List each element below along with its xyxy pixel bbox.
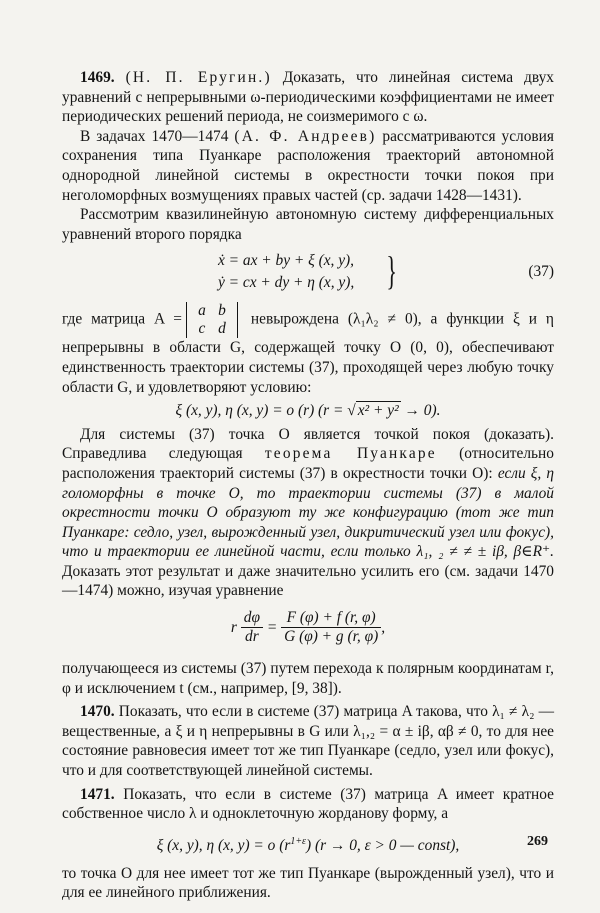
condition-formula (62, 401, 554, 421)
system-37-lines (218, 250, 354, 294)
matrix-cell-d: d (218, 320, 226, 338)
condition-1471-formula (62, 832, 554, 856)
condition-1471-tail: ) (r → 0, ε > 0 — const), (306, 836, 460, 854)
system-37 (62, 250, 554, 300)
consider-paragraph: Рассмотрим квазилинейную автономную систему дифференциальных уравнений второго порядка (62, 206, 554, 243)
intro-text: рассматриваются условия сохранения типа Пуанкаре расположения траекторий автономной однородной линейной системы в окрестности точки покоя при неголоморфных возмущениях правых частей (ср. задачи 1428—1431). (62, 127, 554, 204)
equals-sign: = (266, 618, 278, 636)
theorem-lead: Для системы (37) точка O является точкой покоя (доказать). Справедлива следующая (62, 425, 554, 463)
problem-1470-text: Показать, что если в системе (37) матрица A такова, что λ₁ ≠ λ₂ — вещественные, а ξ и η непрерывны в G или λ₁,₂ = α ± iβ, αβ ≠ 0, то для нее состояние равновесия имеет тот же тип Пуанкаре (седло, узел или фокус), что и для соответствующей линейной системы. (62, 703, 554, 780)
system-37-line-2: ẏ = cx + dy + η (x, y), (218, 274, 355, 292)
problem-1471-number: 1471. (80, 785, 115, 803)
polar-left-fraction (241, 609, 263, 646)
polar-left-numerator: dφ (241, 609, 263, 628)
sqrt-icon: √ (347, 402, 356, 420)
condition-1471-exponent: 1+ε (290, 835, 307, 847)
derived-paragraph: получающееся из системы (37) путем перехода к полярным координатам r, φ и исключением t (см., например, [9, 38]). (62, 660, 554, 697)
matrix-cell-a: a (198, 302, 206, 320)
condition-radicand: x² + y² (357, 402, 399, 420)
right-brace-icon: } (386, 248, 397, 294)
conclusion-1471: то точка O для нее имеет тот же тип Пуанкаре (вырожденный узел), что и для ее линейного приближения. (62, 864, 554, 902)
problem-1469-text: Доказать, что линейная система двух уравнений с непрерывными ω-периодическими коэффициентами не имеет периодических решений периода, не соизмеримого с ω. (62, 69, 554, 126)
problem-1469 (62, 68, 554, 127)
matrix-cell-b: b (218, 302, 226, 320)
equation-number: (37) (528, 263, 554, 281)
theorem-tail: Доказать этот результат и даже значительно усилить его (см. задачи 1470—1474) можно, изучая уравнение (62, 562, 554, 600)
problem-1469-author: (Н. П. Еругин.) (125, 69, 272, 86)
intro-paragraph (62, 127, 554, 205)
intro-lead: В задачах 1470—1474 (80, 127, 235, 145)
matrix-after: невырождена (λ₁λ₂ ≠ 0), а функции ξ и η непрерывны в области G, содержащей точку O (0, 0), обеспечивают единственность траектории системы (37), проходящей через любую точку области G, и удовлетворяют условию: (62, 310, 554, 396)
intro-author: (А. Ф. Андреев) (234, 127, 377, 145)
polar-equation (62, 609, 554, 653)
polar-right-numerator: F (φ) + f (r, φ) (281, 609, 381, 628)
problem-1471-text: Показать, что если в системе (37) матрица A имеет кратное собственное число λ и одноклеточную жорданову форму, а (62, 785, 554, 823)
theorem-statement: если ξ, η голоморфны в точке O, то траектории системы (37) в малой окрестности точки O образуют ту же конфигурацию (тот же тип Пуанкаре: седло, узел, вырожденный узел, дикритический узел или фокус), что и траектории ее линейной части, если только λ₁, ₂ ≠ ≠ ± iβ, β∈R⁺. (62, 464, 554, 561)
condition-1471-main: ξ (x, y), η (x, y) = o (r (156, 836, 291, 854)
polar-end: , (381, 618, 386, 636)
page-number: 269 (527, 834, 548, 849)
problem-1469-number: 1469. (80, 69, 115, 86)
matrix-cell-c: c (198, 320, 206, 338)
system-37-line-1: ẋ = ax + by + ξ (x, y), (218, 252, 355, 270)
condition-tail: → 0). (400, 402, 441, 420)
problem-1471 (62, 785, 554, 824)
polar-lhs: r (230, 618, 237, 636)
problem-1470 (62, 702, 554, 780)
condition-main: ξ (x, y), η (x, y) = o (r) (r = (175, 402, 348, 420)
theorem-name: теорема Пуанкаре (264, 445, 437, 463)
problem-1470-number: 1470. (80, 703, 115, 721)
polar-left-denominator: dr (245, 628, 259, 646)
matrix-paragraph (62, 302, 554, 397)
polar-right-fraction (281, 609, 381, 646)
theorem-mid: (относительно расположения траекторий системы (37) в окрестности точки O): (62, 445, 554, 482)
theorem-paragraph (62, 425, 554, 601)
polar-right-denominator: G (φ) + g (r, φ) (284, 628, 379, 646)
matrix-a (186, 302, 238, 338)
matrix-before: где матрица A = (62, 310, 182, 328)
